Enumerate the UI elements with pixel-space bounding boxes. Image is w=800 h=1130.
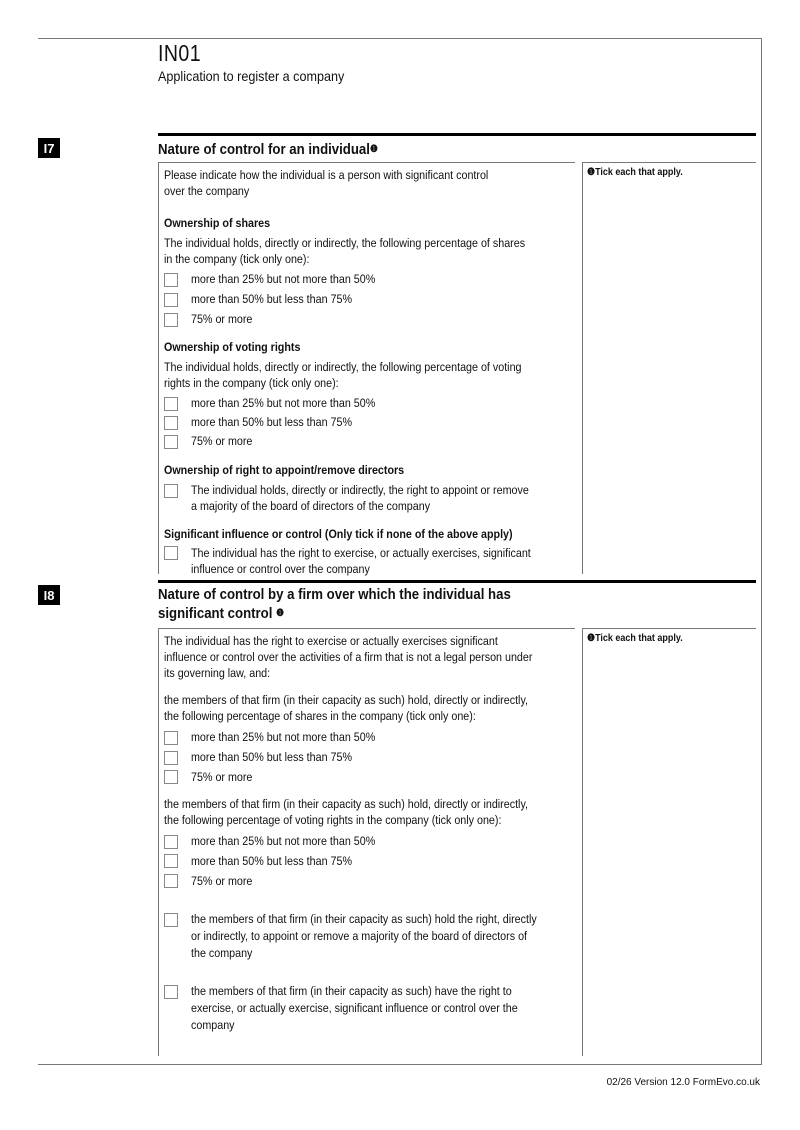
i8-directors-checkbox[interactable] (164, 913, 178, 927)
section-i7-shares-desc-2: in the company (tick only one): (164, 252, 310, 266)
section-i7-directors-heading: Ownership of right to appoint/remove directors (164, 463, 405, 477)
section-i7-badge: I7 (38, 138, 60, 158)
i8-shares-75-checkbox[interactable] (164, 770, 178, 784)
i8-shares-50-75-checkbox[interactable] (164, 751, 178, 765)
section-i8-title-2 (158, 604, 284, 623)
section-i7-voting-heading: Ownership of voting rights (164, 340, 301, 354)
section-i7-box-left (158, 162, 159, 574)
section-i8-influence-1: the members of that firm (in their capacity as such) have the right to (191, 984, 512, 998)
checkbox-label: more than 25% but not more than 50% (191, 272, 376, 286)
footer-version: 02/26 Version 12.0 FormEvo.co.uk (606, 1077, 760, 1088)
i8-voting-75-checkbox[interactable] (164, 874, 178, 888)
section-i8-influence-2: exercise, or actually exercise, significant influence or control over the (191, 1001, 518, 1015)
checkbox-label: more than 25% but not more than 50% (191, 834, 376, 848)
section-i8-sidebar-top (582, 628, 756, 629)
section-i7-shares-heading: Ownership of shares (164, 216, 271, 230)
section-i7-divider (158, 133, 756, 136)
section-i8-shares-desc-2: the following percentage of shares in the company (tick only one): (164, 709, 476, 723)
section-i7-voting-desc-2: rights in the company (tick only one): (164, 376, 339, 390)
section-i7-info: ❶Tick each that apply. (587, 167, 683, 178)
form-code: IN01 (158, 40, 202, 66)
section-i8-directors-2: or indirectly, to appoint or remove a majority of the board of directors of (191, 929, 528, 943)
section-i8-box-top (158, 628, 575, 629)
checkbox-label: more than 25% but not more than 50% (191, 730, 376, 744)
section-i8-title-2-text: significant control (158, 605, 273, 622)
section-i7-shares-desc-1: The individual holds, directly or indirectly, the following percentage of shares (164, 236, 526, 250)
section-i7-box-right (582, 162, 583, 574)
section-i7-sidebar-top (582, 162, 756, 163)
form-title: Application to register a company (158, 68, 345, 84)
bottom-rule (38, 1064, 762, 1065)
section-i8-voting-desc-1: the members of that firm (in their capacity as such) hold, directly or indirectly, (164, 797, 528, 811)
i8-influence-checkbox[interactable] (164, 985, 178, 999)
section-i8-info: ❶Tick each that apply. (587, 633, 683, 644)
i7-influence-checkbox[interactable] (164, 546, 178, 560)
section-i8-divider (158, 580, 756, 583)
checkbox-label: more than 50% but less than 75% (191, 854, 352, 868)
i7-voting-50-75-checkbox[interactable] (164, 416, 178, 430)
i7-shares-25-50-checkbox[interactable] (164, 273, 178, 287)
section-i7-influence-1: The individual has the right to exercise, or actually exercises, significant (191, 546, 531, 560)
i8-voting-25-50-checkbox[interactable] (164, 835, 178, 849)
section-i8-directors-3: the company (191, 946, 253, 960)
checkbox-label: more than 25% but not more than 50% (191, 396, 376, 410)
i7-shares-75-checkbox[interactable] (164, 313, 178, 327)
i7-voting-25-50-checkbox[interactable] (164, 397, 178, 411)
i7-voting-75-checkbox[interactable] (164, 435, 178, 449)
i8-voting-50-75-checkbox[interactable] (164, 854, 178, 868)
note-marker-icon: ❶ (369, 144, 378, 155)
section-i8-intro-2: influence or control over the activities of a firm that is not a legal person under (164, 650, 533, 664)
checkbox-label: 75% or more (191, 434, 253, 448)
section-i7-voting-desc-1: The individual holds, directly or indirectly, the following percentage of voting (164, 360, 522, 374)
top-rule (38, 38, 762, 39)
section-i8-box-right (582, 628, 583, 1056)
section-i7-title (158, 140, 378, 159)
section-i8-shares-desc-1: the members of that firm (in their capacity as such) hold, directly or indirectly, (164, 693, 528, 707)
right-rule (761, 38, 762, 1065)
section-i8-title-1: Nature of control by a firm over which the individual has (158, 586, 511, 603)
section-i8-badge: I8 (38, 585, 60, 605)
checkbox-label: 75% or more (191, 874, 253, 888)
section-i7-directors-1: The individual holds, directly or indirectly, the right to appoint or remove (191, 483, 529, 497)
checkbox-label: more than 50% but less than 75% (191, 415, 352, 429)
section-i7-influence-2: influence or control over the company (191, 562, 370, 576)
section-i7-box-top (158, 162, 575, 163)
section-i7-directors-2: a majority of the board of directors of the company (191, 499, 431, 513)
section-i8-influence-3: company (191, 1018, 235, 1032)
checkbox-label: more than 50% but less than 75% (191, 750, 352, 764)
checkbox-label: more than 50% but less than 75% (191, 292, 352, 306)
i7-directors-checkbox[interactable] (164, 484, 178, 498)
checkbox-label: 75% or more (191, 770, 253, 784)
section-i7-intro-1: Please indicate how the individual is a person with significant control (164, 168, 489, 182)
section-i7-title-text: Nature of control for an individual (158, 141, 370, 158)
checkbox-label: 75% or more (191, 312, 253, 326)
section-i7-intro-2: over the company (164, 184, 250, 198)
i8-shares-25-50-checkbox[interactable] (164, 731, 178, 745)
section-i8-directors-1: the members of that firm (in their capacity as such) hold the right, directly (191, 912, 537, 926)
i7-shares-50-75-checkbox[interactable] (164, 293, 178, 307)
section-i8-intro-3: its governing law, and: (164, 666, 271, 680)
section-i8-intro-1: The individual has the right to exercise or actually exercises significant (164, 634, 498, 648)
section-i7-influence-heading: Significant influence or control (Only tick if none of the above apply) (164, 527, 513, 541)
section-i8-voting-desc-2: the following percentage of voting rights in the company (tick only one): (164, 813, 502, 827)
section-i8-box-left (158, 628, 159, 1056)
note-marker-icon: ❶ (276, 608, 284, 619)
